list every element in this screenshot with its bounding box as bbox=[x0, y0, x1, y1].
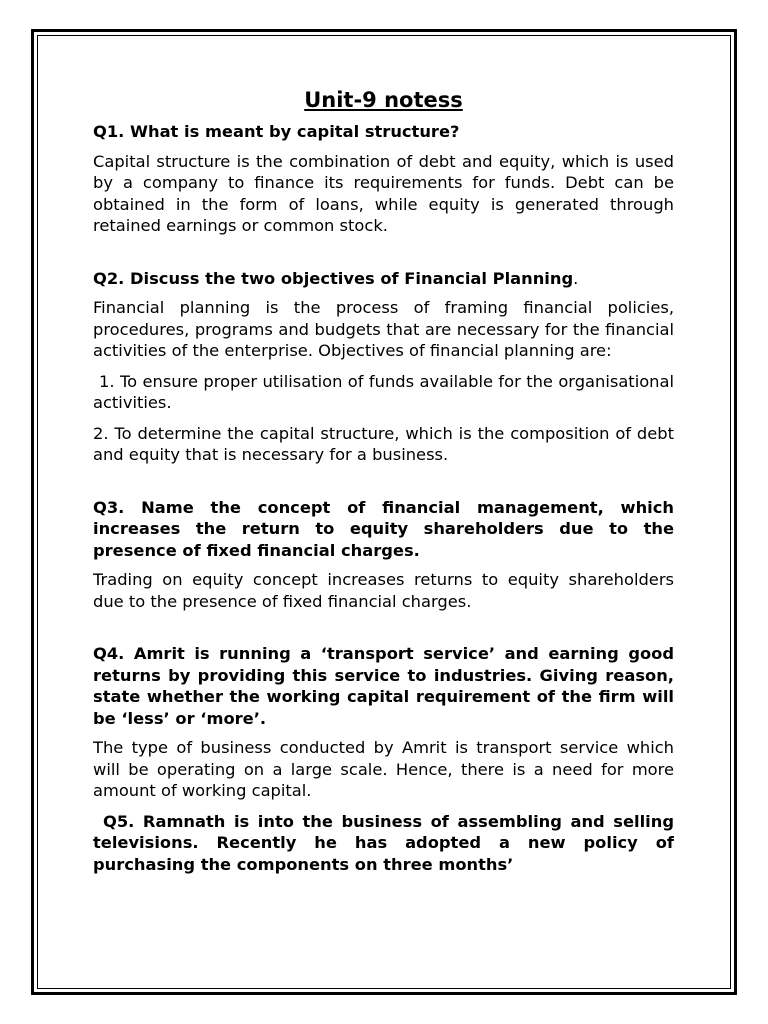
q1-question-text: Q1. What is meant by capital structure? bbox=[93, 122, 460, 141]
document-content bbox=[93, 86, 674, 952]
q5-question: Q5. Ramnath is into the business of assembling and selling televisions. Recently he has adopted a new policy of purchasing the components on three months’ bbox=[93, 811, 674, 874]
spacer bbox=[93, 621, 674, 643]
q1-question bbox=[93, 121, 674, 143]
q3-question: Q3. Name the concept of financial management, which increases the return to equity shareholders due to the presence of fixed financial charges. bbox=[93, 497, 674, 560]
q2-point-2: 2. To determine the capital structure, which is the composition of debt and equity that is necessary for a business. bbox=[93, 423, 674, 464]
q1-answer: Capital structure is the combination of debt and equity, which is used by a company to finance its requirements for funds. Debt can be obtained in the form of loans, while equity is generated through retained earnings or common stock. bbox=[93, 151, 674, 235]
q3-answer: Trading on equity concept increases returns to equity shareholders due to the presence of fixed financial charges. bbox=[93, 570, 674, 611]
q2-question bbox=[93, 268, 674, 290]
q4-answer: The type of business conducted by Amrit is transport service which will be operating on a large scale. Hence, there is a need for more amount of working capital. bbox=[93, 738, 674, 800]
spacer bbox=[93, 475, 674, 497]
q2-question-text: Q2. Discuss the two objectives of Financial Planning bbox=[93, 268, 574, 288]
q2-answer: Financial planning is the process of framing financial policies, procedures, programs and budgets that are necessary for the financial activities of the enterprise. Objectives of financial planning are: bbox=[93, 298, 674, 360]
q2-point-1: 1. To ensure proper utilisation of funds available for the organisational activities. bbox=[93, 371, 674, 412]
document-title: Unit-9 notess bbox=[304, 88, 463, 112]
q2-question-tail: . bbox=[573, 268, 579, 288]
spacer bbox=[93, 246, 674, 268]
q4-question: Q4. Amrit is running a ‘transport service’ and earning good returns by providing this service to industries. Giving reason, state whether the working capital requirement of the firm will be ‘less’ or ‘more’. bbox=[93, 644, 674, 728]
